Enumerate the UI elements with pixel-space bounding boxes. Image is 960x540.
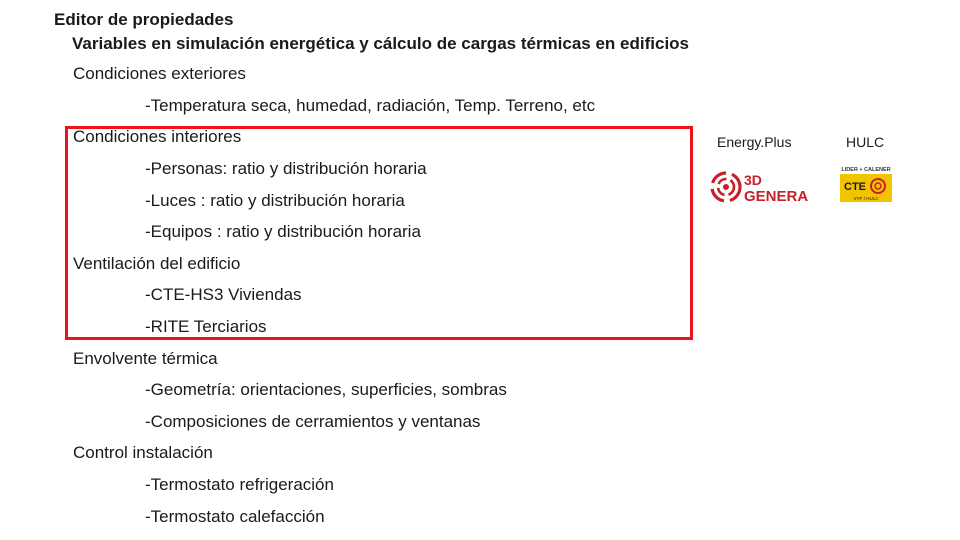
energyplus-label: Energy.Plus xyxy=(717,134,792,150)
outline-line: Condiciones interiores xyxy=(73,127,242,146)
outline-line: -Termostato refrigeración xyxy=(145,475,334,494)
page-title: Editor de propiedades xyxy=(54,10,234,29)
outline-line: -Temperatura seca, humedad, radiación, Temp. Terreno, etc xyxy=(145,96,596,115)
hulc-logo xyxy=(838,165,894,205)
outline-line: -Personas: ratio y distribución horaria xyxy=(145,159,427,178)
outline-line: -Geometría: orientaciones, superficies, sombras xyxy=(145,380,507,399)
logo-3d-text: 3D xyxy=(744,172,762,188)
outline-line: Control instalación xyxy=(73,443,213,462)
logo-lider-calener-text: LIDER + CALENER xyxy=(841,167,891,173)
outline-line: -Termostato calefacción xyxy=(145,507,325,526)
outline-line: Condiciones exteriores xyxy=(73,64,246,83)
3d-genera-logo xyxy=(710,170,814,204)
logo-cte-text: CTE xyxy=(844,181,866,193)
outline-line: Ventilación del edificio xyxy=(73,254,241,273)
page-subtitle: Variables en simulación energética y cálculo de cargas térmicas en edificios xyxy=(72,34,690,53)
outline-line: Envolvente térmica xyxy=(73,349,218,368)
highlight-box xyxy=(65,126,693,340)
outline-line: -RITE Terciarios xyxy=(145,317,267,336)
outline-line: -Luces : ratio y distribución horaria xyxy=(145,191,405,210)
logo-vyp-text: VYP / HULC xyxy=(853,196,879,201)
outline-line: -Equipos : ratio y distribución horaria xyxy=(145,222,421,241)
hulc-label: HULC xyxy=(846,134,885,150)
logo-genera-text: GENERA xyxy=(744,188,809,204)
outline-line: -Composiciones de cerramientos y ventanas xyxy=(145,412,481,431)
swirl-icon xyxy=(712,173,740,201)
outline-line: -CTE-HS3 Viviendas xyxy=(145,285,302,304)
